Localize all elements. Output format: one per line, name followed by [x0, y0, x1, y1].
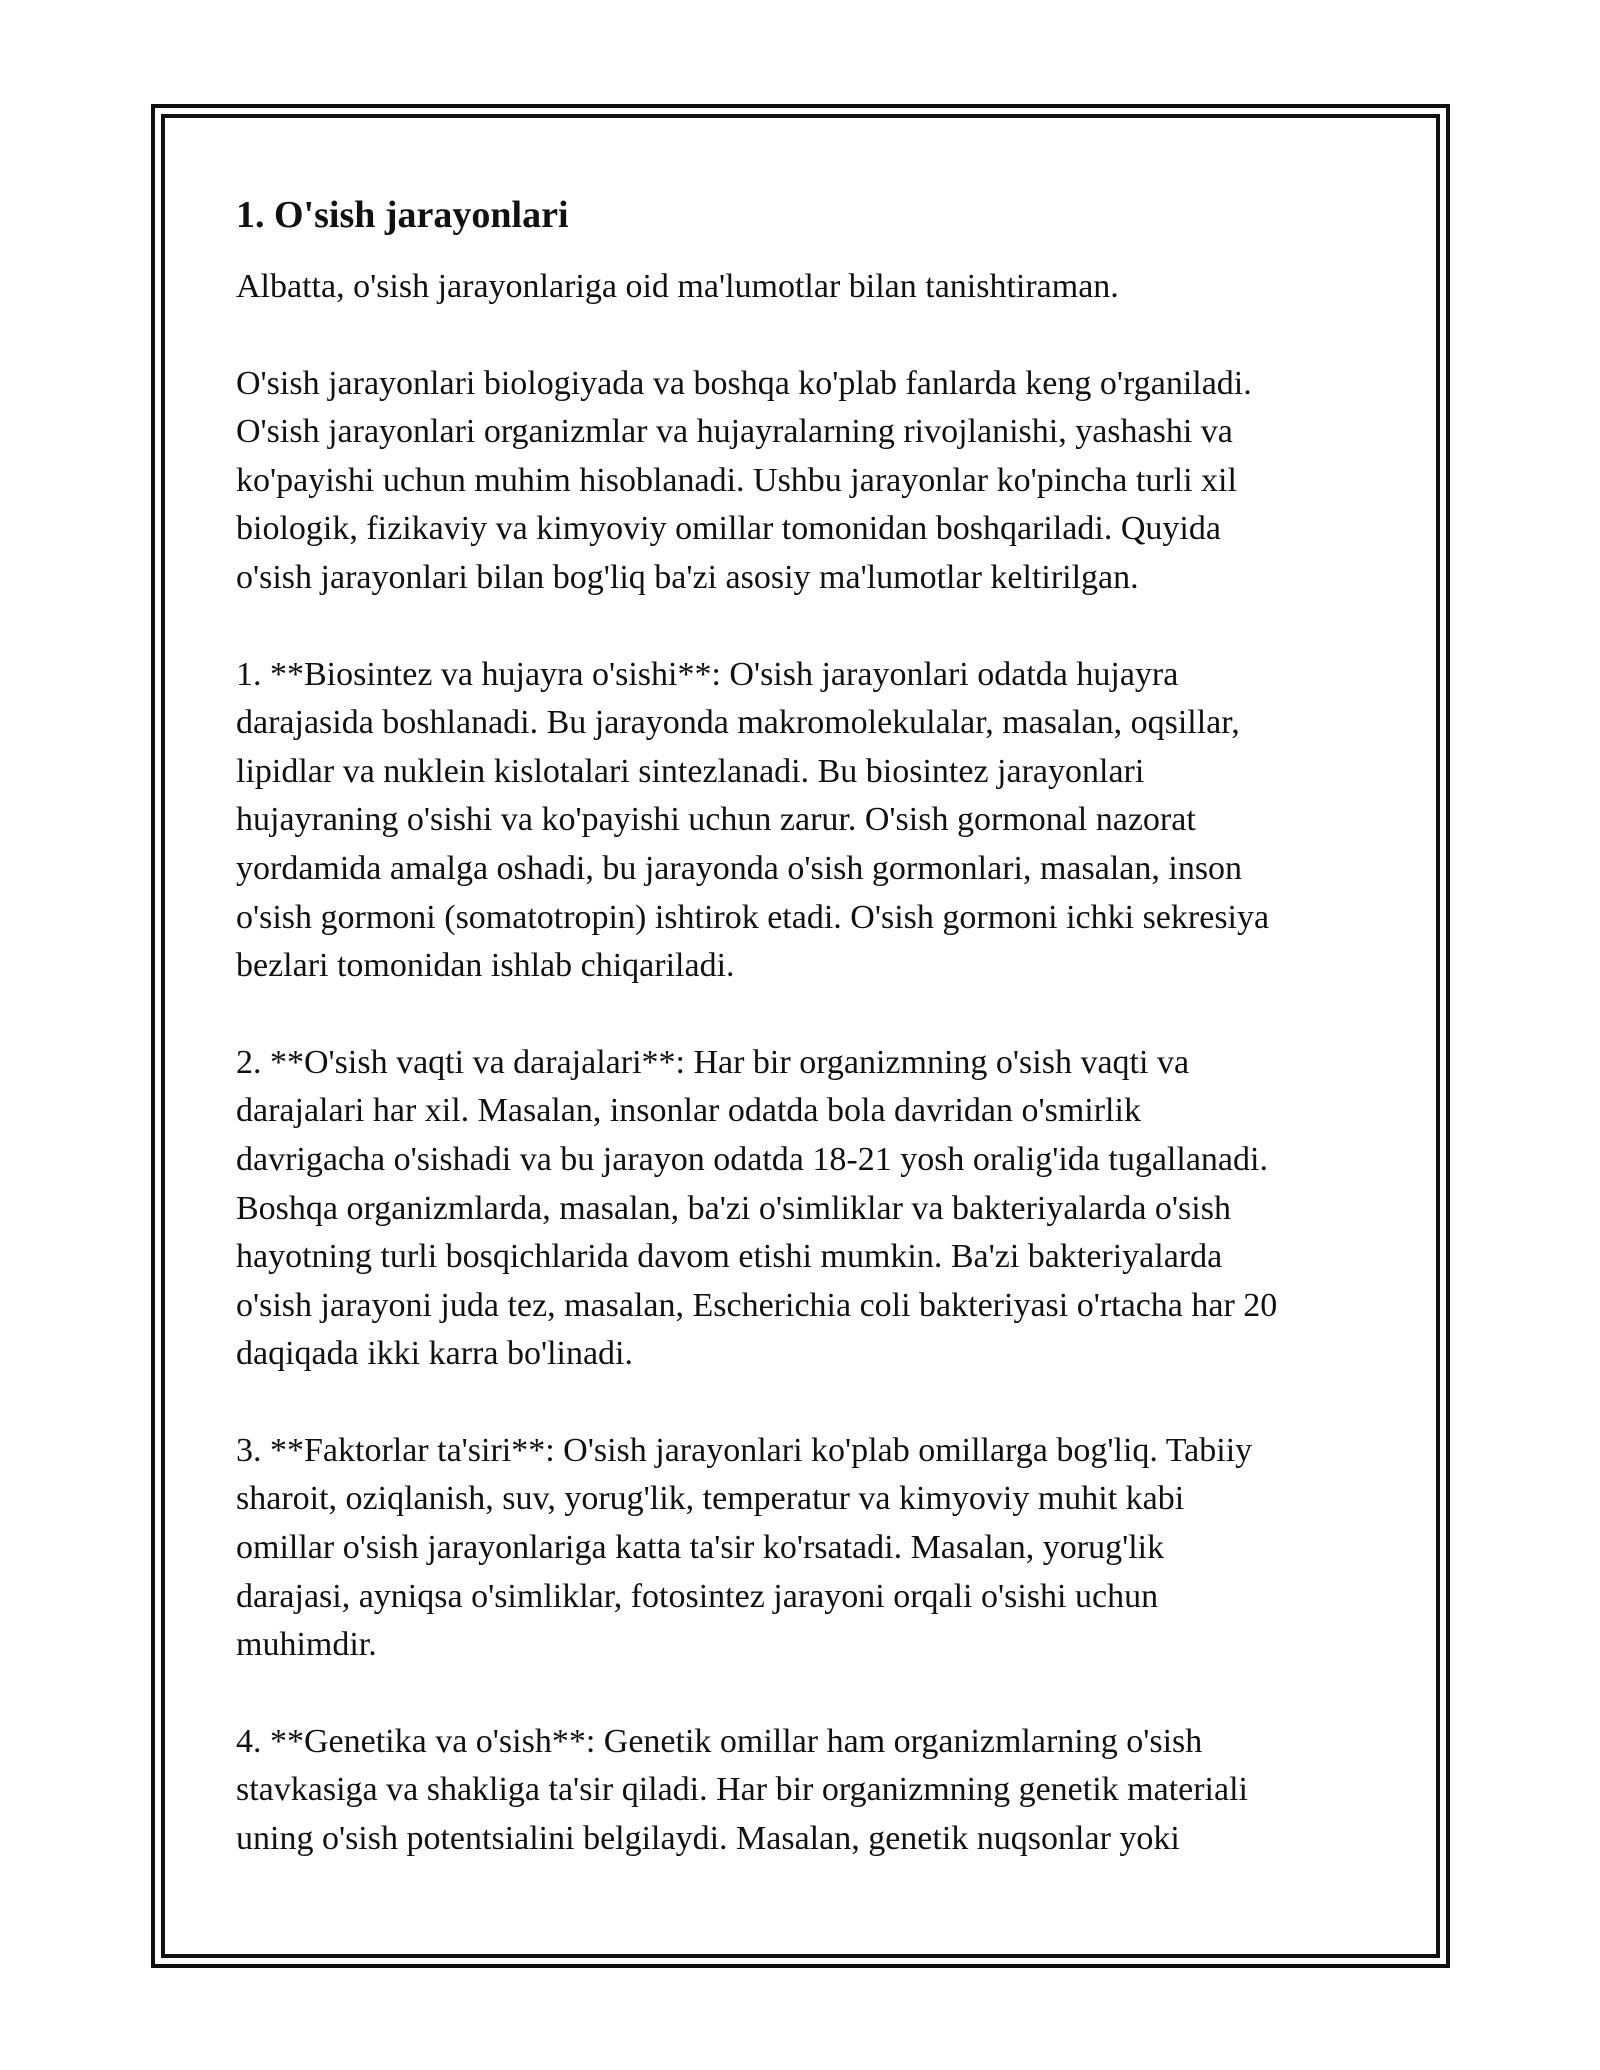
point-3-paragraph	[236, 1427, 1376, 1670]
text-line: 2. **O'sish vaqti va darajalari**: Har bir organizmning o'sish vaqti va	[236, 1043, 1190, 1081]
document-title: 1. O'sish jarayonlari	[236, 194, 569, 236]
text-line: O'sish jarayonlari organizmlar va hujayralarning rivojlanishi, yashashi va	[236, 413, 1233, 451]
text-line: yordamida amalga oshadi, bu jarayonda o'sish gormonlari, masalan, inson	[236, 849, 1243, 887]
text-line: 1. **Biosintez va hujayra o'sishi**: O'sish jarayonlari odatda hujayra	[236, 655, 1179, 693]
text-line: biologik, fizikaviy va kimyoviy omillar tomonidan boshqariladi. Quyida	[236, 510, 1221, 548]
text-line: uning o'sish potentsialini belgilaydi. Masalan, genetik nuqsonlar yoki	[236, 1820, 1180, 1858]
intro-paragraph	[236, 263, 1376, 312]
text-line: muhimdir.	[236, 1626, 377, 1664]
overview-paragraph	[236, 360, 1376, 603]
text-line: lipidlar va nuklein kislotalari sintezlanadi. Bu biosintez jarayonlari	[236, 752, 1145, 790]
point-4-paragraph	[236, 1718, 1376, 1864]
text-line: o'sish jarayonlari bilan bog'liq ba'zi asosiy ma'lumotlar keltirilgan.	[236, 558, 1139, 596]
text-line: darajasida boshlanadi. Bu jarayonda makromolekulalar, masalan, oqsillar,	[236, 704, 1240, 742]
text-line: bezlari tomonidan ishlab chiqariladi.	[236, 947, 735, 985]
text-line: sharoit, oziqlanish, suv, yorug'lik, temperatur va kimyoviy muhit kabi	[236, 1480, 1185, 1518]
text-line: darajasi, ayniqsa o'simliklar, fotosintez jarayoni orqali o'sishi uchun	[236, 1577, 1159, 1615]
text-line: hujayraning o'sishi va ko'payishi uchun zarur. O'sish gormonal nazorat	[236, 801, 1196, 839]
text-line: stavkasiga va shakliga ta'sir qiladi. Har bir organizmning genetik materiali	[236, 1771, 1248, 1809]
text-line: 4. **Genetika va o'sish**: Genetik omillar ham organizmlarning o'sish	[236, 1722, 1203, 1760]
text-line: darajalari har xil. Masalan, insonlar odatda bola davridan o'smirlik	[236, 1092, 1141, 1130]
text-line: hayotning turli bosqichlarida davom etishi mumkin. Ba'zi bakteriyalarda	[236, 1238, 1223, 1276]
point-1-paragraph	[236, 651, 1376, 991]
text-line: O'sish jarayonlari biologiyada va boshqa ko'plab fanlarda keng o'rganiladi.	[236, 364, 1252, 402]
text-line: 3. **Faktorlar ta'siri**: O'sish jarayonlari ko'plab omillarga bog'liq. Tabiiy	[236, 1431, 1253, 1469]
text-line: o'sish gormoni (somatotropin) ishtirok etadi. O'sish gormoni ichki sekresiya	[236, 898, 1270, 936]
text-line: o'sish jarayoni juda tez, masalan, Escherichia coli bakteriyasi o'rtacha har 20	[236, 1286, 1278, 1324]
document-body	[236, 188, 1376, 1864]
text-line: ko'payishi uchun muhim hisoblanadi. Ushbu jarayonlar ko'pincha turli xil	[236, 461, 1237, 499]
text-line: Boshqa organizmlarda, masalan, ba'zi o'simliklar va bakteriyalarda o'sish	[236, 1189, 1231, 1227]
text-line: omillar o'sish jarayonlariga katta ta'sir ko'rsatadi. Masalan, yorug'lik	[236, 1529, 1165, 1567]
text-line: davrigacha o'sishadi va bu jarayon odatda 18-21 yosh oralig'ida tugallanadi.	[236, 1140, 1268, 1178]
text-line: Albatta, o'sish jarayonlariga oid ma'lumotlar bilan tanishtiraman.	[236, 268, 1119, 305]
point-2-paragraph	[236, 1039, 1376, 1379]
text-line: daqiqada ikki karra bo'linadi.	[236, 1335, 633, 1373]
